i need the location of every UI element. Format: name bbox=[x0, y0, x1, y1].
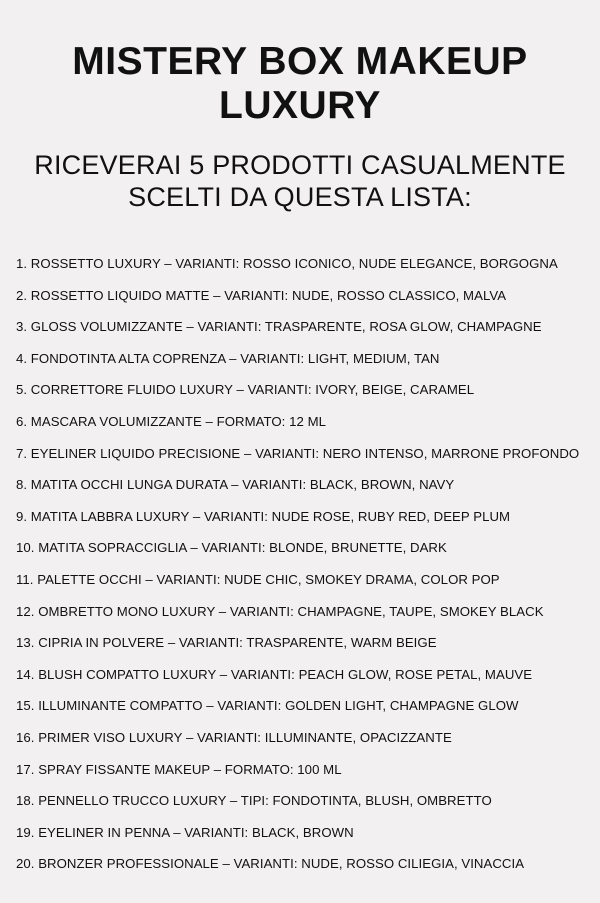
list-item: 3. GLOSS VOLUMIZZANTE – VARIANTI: TRASPARENTE, ROSA GLOW, CHAMPAGNE bbox=[16, 319, 542, 335]
list-item: 18. PENNELLO TRUCCO LUXURY – TIPI: FONDOTINTA, BLUSH, OMBRETTO bbox=[16, 793, 492, 809]
list-item: 6. MASCARA VOLUMIZZANTE – FORMATO: 12 ML bbox=[16, 413, 327, 429]
list-item: 12. OMBRETTO MONO LUXURY – VARIANTI: CHAMPAGNE, TAUPE, SMOKEY BLACK bbox=[16, 603, 544, 619]
list-item: 14. BLUSH COMPATTO LUXURY – VARIANTI: PEACH GLOW, ROSE PETAL, MAUVE bbox=[16, 666, 533, 682]
list-item: 20. BRONZER PROFESSIONALE – VARIANTI: NUDE, ROSSO CILIEGIA, VINACCIA bbox=[16, 856, 525, 872]
list-item: 5. CORRETTORE FLUIDO LUXURY – VARIANTI: IVORY, BEIGE, CARAMEL bbox=[16, 382, 475, 398]
list-item: 16. PRIMER VISO LUXURY – VARIANTI: ILLUMINANTE, OPACIZZANTE bbox=[16, 729, 452, 745]
list-item: 1. ROSSETTO LUXURY – VARIANTI: ROSSO ICONICO, NUDE ELEGANCE, BORGOGNA bbox=[16, 256, 558, 271]
page-title bbox=[0, 40, 600, 128]
list-item: 8. MATITA OCCHI LUNGA DURATA – VARIANTI: BLACK, BROWN, NAVY bbox=[16, 477, 455, 493]
list-item: 10. MATITA SOPRACCIGLIA – VARIANTI: BLONDE, BRUNETTE, DARK bbox=[16, 540, 447, 556]
list-item: 7. EYELINER LIQUIDO PRECISIONE – VARIANTI: NERO INTENSO, MARRONE PROFONDO bbox=[16, 445, 580, 461]
page-title-line-1: MISTERY BOX MAKEUP bbox=[72, 40, 528, 83]
list-item: 11. PALETTE OCCHI – VARIANTI: NUDE CHIC, SMOKEY DRAMA, COLOR POP bbox=[16, 571, 500, 587]
page-title-line-2: LUXURY bbox=[219, 84, 381, 127]
list-item: 2. ROSSETTO LIQUIDO MATTE – VARIANTI: NUDE, ROSSO CLASSICO, MALVA bbox=[16, 287, 507, 303]
list-item: 15. ILLUMINANTE COMPATTO – VARIANTI: GOLDEN LIGHT, CHAMPAGNE GLOW bbox=[16, 698, 519, 714]
list-item: 4. FONDOTINTA ALTA COPRENZA – VARIANTI: LIGHT, MEDIUM, TAN bbox=[16, 350, 440, 366]
list-item: 17. SPRAY FISSANTE MAKEUP – FORMATO: 100 ML bbox=[16, 761, 342, 777]
list-item: 19. EYELINER IN PENNA – VARIANTI: BLACK, BROWN bbox=[16, 824, 354, 840]
list-item: 9. MATITA LABBRA LUXURY – VARIANTI: NUDE ROSE, RUBY RED, DEEP PLUM bbox=[16, 508, 511, 524]
product-list bbox=[16, 248, 596, 880]
page-subtitle-line-1: RICEVERAI 5 PRODOTTI CASUALMENTE bbox=[34, 150, 566, 180]
page-subtitle-line-2: SCELTI DA QUESTA LISTA: bbox=[128, 182, 472, 212]
list-item: 13. CIPRIA IN POLVERE – VARIANTI: TRASPARENTE, WARM BEIGE bbox=[16, 635, 437, 651]
page-subtitle bbox=[0, 149, 600, 213]
